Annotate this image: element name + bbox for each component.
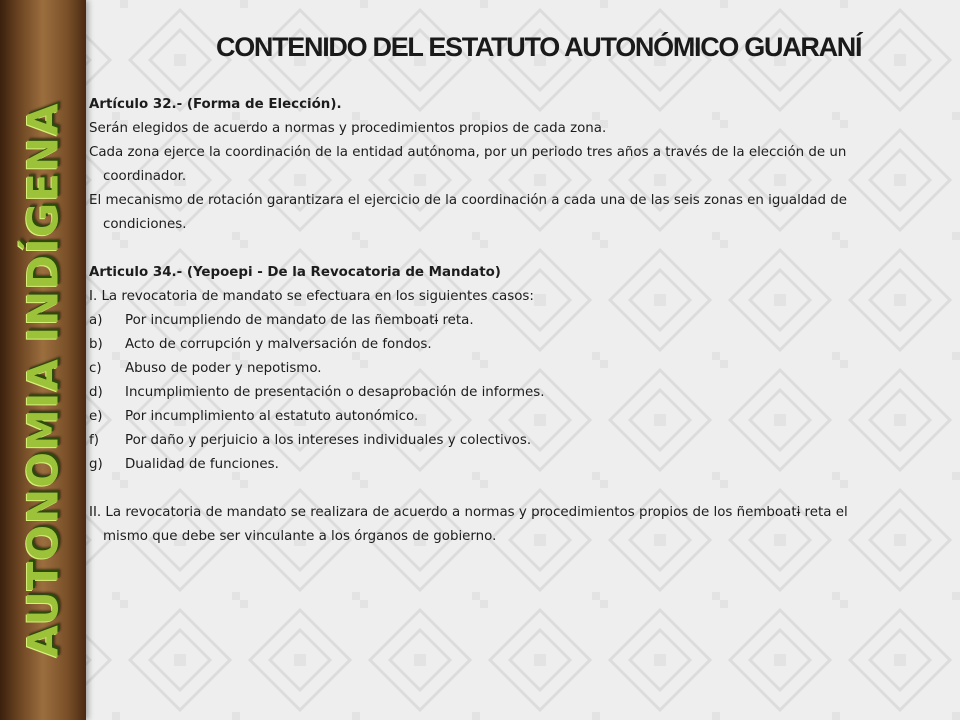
list-item [89, 381, 889, 405]
article-32-paragraph: El mecanismo de rotación garantizara el ejercicio de la coordinación a cada una de las seis zonas en igualdad de condiciones. [89, 193, 847, 232]
list-item [89, 405, 889, 429]
list-marker: e) [89, 409, 103, 424]
page-title: CONTENIDO DEL ESTATUTO AUTONÓMICO GUARANÍ [216, 32, 862, 62]
list-item-text: Por incumpliendo de mandato de las ñemboatɨ reta. [125, 313, 474, 328]
list-item-text: Incumplimiento de presentación o desaprobación de informes. [125, 385, 545, 400]
list-item-text: Por daño y perjuicio a los intereses individuales y colectivos. [125, 433, 532, 448]
list-item-text: Dualidad de funciones. [125, 457, 279, 472]
list-marker: f) [89, 433, 99, 448]
list-item [89, 429, 889, 453]
list-marker: g) [89, 457, 103, 472]
article-32-paragraph: Serán elegidos de acuerdo a normas y procedimientos propios de cada zona. [89, 121, 607, 136]
article-32-heading: Artículo 32.- (Forma de Elección). [89, 97, 342, 112]
sidebar-band [0, 0, 86, 720]
article-34-intro: I. La revocatoria de mandato se efectuara en los siguientes casos: [89, 289, 534, 304]
document-body [89, 93, 889, 549]
list-marker: b) [89, 337, 103, 352]
list-item-text: Abuso de poder y nepotismo. [125, 361, 322, 376]
list-marker: c) [89, 361, 102, 376]
list-item [89, 453, 889, 477]
sidebar-title: AUTONOMIA INDÍGENA [18, 102, 68, 658]
list-item [89, 357, 889, 381]
list-item [89, 309, 889, 333]
list-marker: d) [89, 385, 103, 400]
list-item [89, 333, 889, 357]
article-34-closing: II. La revocatoria de mandato se realizara de acuerdo a normas y procedimientos propios de los ñemboatɨ reta el mismo que debe ser vinculante a los órganos de gobierno. [89, 505, 848, 544]
list-item-text: Por incumplimiento al estatuto autonómico. [125, 409, 419, 424]
article-32-paragraph: Cada zona ejerce la coordinación de la entidad autónoma, por un periodo tres años a través de la elección de un coordinador. [89, 145, 847, 184]
list-item-text: Acto de corrupción y malversación de fondos. [125, 337, 432, 352]
article-34-heading: Articulo 34.- (Yepoepi - De la Revocatoria de Mandato) [89, 265, 501, 280]
list-marker: a) [89, 313, 103, 328]
